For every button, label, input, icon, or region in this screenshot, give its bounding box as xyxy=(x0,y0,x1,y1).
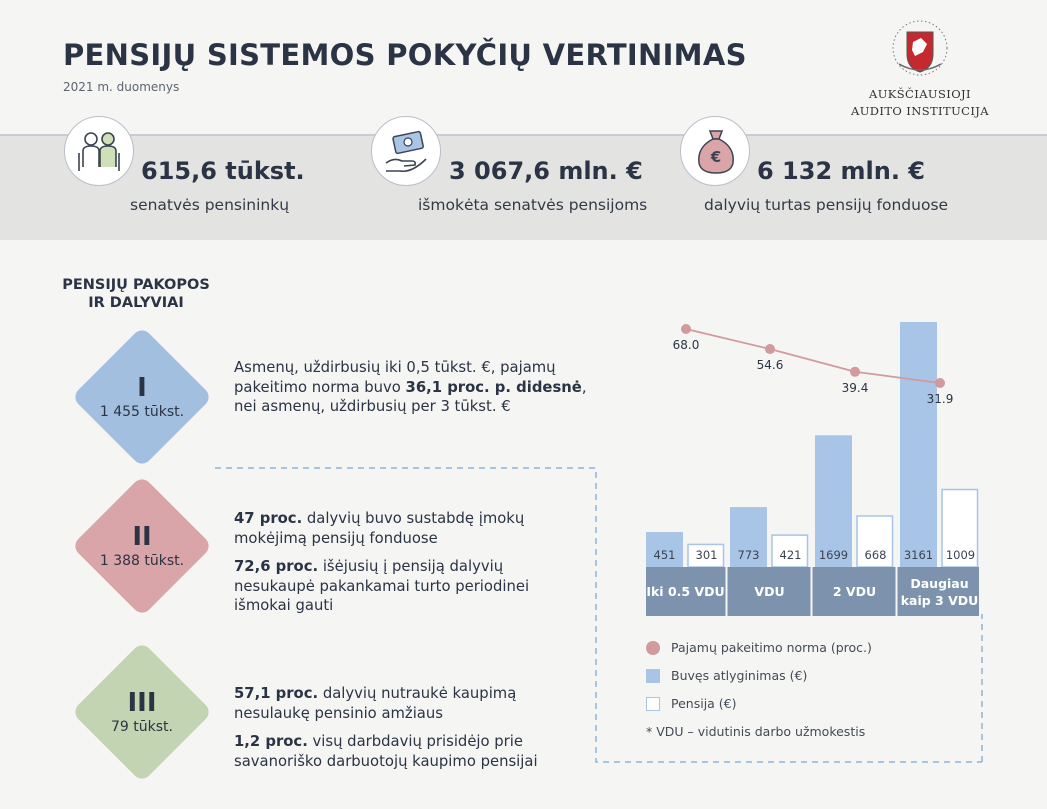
legend-label: Pensija (€) xyxy=(671,696,737,711)
tier-3-p1-bold: 57,1 proc. xyxy=(234,685,319,702)
tier-1-count: 1 455 tūkst. xyxy=(99,404,185,420)
legend-dot-icon xyxy=(646,641,660,655)
chart-footnote: * VDU – vidutinis darbo užmokestis xyxy=(646,724,866,739)
stat-paid-label: išmokėta senatvės pensijoms xyxy=(418,196,648,214)
tier-3-count: 79 tūkst. xyxy=(111,719,173,735)
bar-salary xyxy=(900,322,937,567)
legend-label: Pajamų pakeitimo norma (proc.) xyxy=(671,640,872,655)
tiers-heading-line2: IR DALYVIAI xyxy=(88,295,184,311)
replacement-rate-point xyxy=(765,344,775,354)
tier-2-number: II xyxy=(132,522,152,552)
legend-swatch-icon xyxy=(646,697,660,711)
stat-assets-value: 6 132 mln. € xyxy=(757,157,925,185)
institution-name-line1: AUKŠČIAUSIOJI xyxy=(868,87,971,101)
category-label: Iki 0.5 VDU xyxy=(646,584,725,599)
tier-1-text-a: Asmenų, uždirbusių iki 0,5 tūkst. €, pajamų pakeitimo norma buvo xyxy=(234,359,556,396)
tier-1-text-c: , nei asmenų, uždirbusių per 3 tūkst. € xyxy=(234,378,587,415)
value-label-pension: 1009 xyxy=(945,548,976,562)
value-label-salary: 451 xyxy=(653,548,676,562)
stat-assets-label: dalyvių turtas pensijų fonduose xyxy=(704,196,949,214)
tier-1-text-bold: 36,1 proc. p. didesnė xyxy=(405,378,582,396)
stat-retirees-value: 615,6 tūkst. xyxy=(141,157,305,185)
category-label: Daugiau xyxy=(910,576,969,591)
value-label-pension: 421 xyxy=(779,548,802,562)
category-label: VDU xyxy=(754,584,785,599)
legend-label: Buvęs atlyginimas (€) xyxy=(671,668,808,683)
page-subtitle: 2021 m. duomenys xyxy=(63,80,180,94)
replacement-rate-label: 31.9 xyxy=(926,392,954,406)
page-title: PENSIJŲ SISTEMOS POKYČIŲ VERTINIMAS xyxy=(63,38,747,72)
tier-2-p2-bold: 72,6 proc. xyxy=(234,558,319,575)
svg-text:€: € xyxy=(710,148,722,166)
category-label: kaip 3 VDU xyxy=(900,593,979,608)
tier-2-p1-bold: 47 proc. xyxy=(234,510,303,527)
stat-paid-value: 3 067,6 mln. € xyxy=(449,157,643,185)
replacement-rate-point xyxy=(850,367,860,377)
replacement-rate-label: 68.0 xyxy=(672,338,700,352)
tier-3-p2-text: visų darbdavių prisidėjo prie savanoriško darbuotojų kaupimo pensijai xyxy=(234,733,538,770)
legend-swatch-icon xyxy=(646,669,660,683)
institution-name-line2: AUDITO INSTITUCIJA xyxy=(850,104,990,118)
tier-3-p1-text: dalyvių nutraukė kaupimą nesulaukę pensinio amžiaus xyxy=(234,685,517,722)
tier-3-p2-bold: 1,2 proc. xyxy=(234,733,308,750)
value-label-salary: 3161 xyxy=(903,548,934,562)
replacement-rate-point xyxy=(681,324,691,334)
stat-retirees-label: senatvės pensininkų xyxy=(130,196,290,214)
value-label-pension: 301 xyxy=(695,548,718,562)
value-label-pension: 668 xyxy=(864,548,887,562)
tier-3-number: III xyxy=(127,688,157,718)
tier-1-number: I xyxy=(137,373,147,403)
category-label: 2 VDU xyxy=(832,584,877,599)
replacement-rate-point xyxy=(935,378,945,388)
tiers-heading-line1: PENSIJŲ PAKOPOS xyxy=(62,277,210,293)
tier-2-p2-text: išėjusių į pensiją dalyvių nesukaupė pakankamai turto periodinei išmokai gauti xyxy=(234,558,530,614)
replacement-rate-label: 39.4 xyxy=(841,380,869,395)
tier-2-count: 1 388 tūkst. xyxy=(99,553,185,569)
value-label-salary: 773 xyxy=(737,548,760,562)
replacement-rate-label: 54.6 xyxy=(756,358,784,373)
tier-2-p1-text: dalyvių buvo sustabdę įmokų mokėjimą pensijų fonduose xyxy=(234,510,525,547)
value-label-salary: 1699 xyxy=(818,548,849,562)
